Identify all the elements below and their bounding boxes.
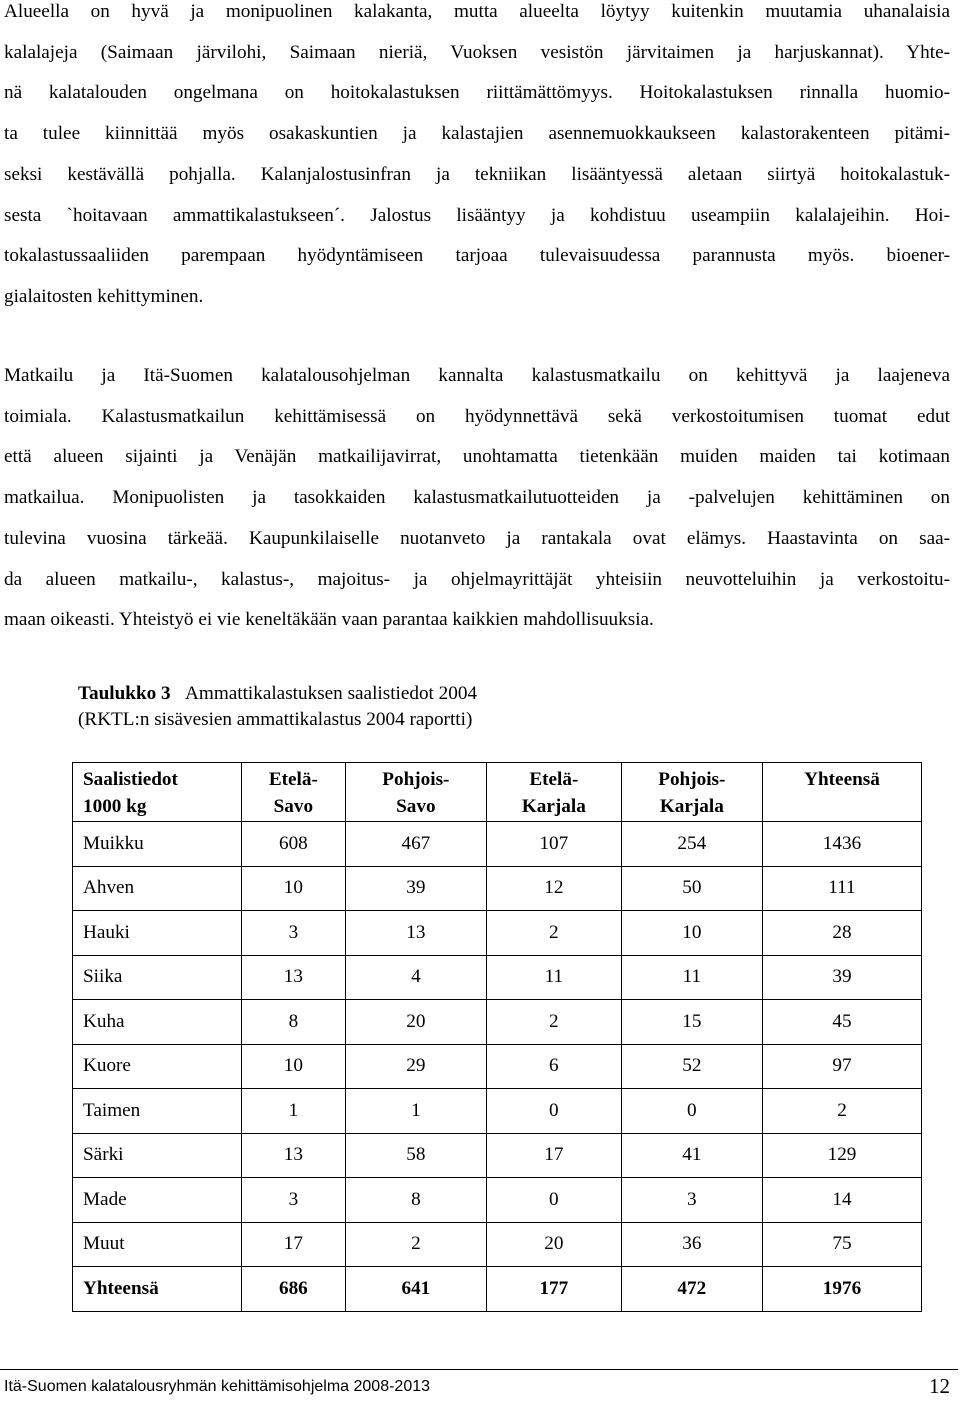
table-row: [73, 1044, 922, 1089]
table-row: [73, 1133, 922, 1178]
value-cell: 50: [621, 866, 762, 911]
caption-title: Ammattikalastuksen saalistiedot 2004: [185, 683, 478, 704]
value-cell: 14: [762, 1178, 921, 1223]
value-cell: 28: [762, 911, 921, 956]
value-cell: 467: [345, 822, 486, 867]
header-cell: Yhteensä: [762, 763, 921, 822]
caption-subtitle: (RKTL:n sisävesien ammattikalastus 2004 raportti): [78, 709, 473, 730]
header-cell: Pohjois- Karjala: [621, 763, 762, 822]
value-cell: 39: [762, 955, 921, 1000]
species-cell: Made: [73, 1178, 242, 1223]
catch-table: [72, 762, 922, 1312]
text-line: sesta `hoitavaan ammattikalastukseen´. Jalostus lisääntyy ja kohdistuu useampiin kalalajeihin. Hoi-: [4, 204, 950, 226]
table-row: [73, 822, 922, 867]
value-cell: 2: [762, 1089, 921, 1134]
table-total-row: [73, 1267, 922, 1312]
header-cell: Etelä- Savo: [242, 763, 346, 822]
table-row: [73, 1178, 922, 1223]
paragraph-fish-stock: [4, 0, 950, 318]
species-cell: Ahven: [73, 866, 242, 911]
value-cell: 2: [345, 1222, 486, 1267]
header-cell: Saalistiedot 1000 kg: [73, 763, 242, 822]
table-row: [73, 866, 922, 911]
table-caption: [78, 681, 477, 733]
text-line: tokalastussaaliiden parempaan hyödyntämiseen tarjoaa tulevaisuudessa parannusta myös. bioener-: [4, 245, 950, 267]
value-cell: 45: [762, 1000, 921, 1045]
value-cell: 641: [345, 1267, 486, 1312]
value-cell: 1436: [762, 822, 921, 867]
value-cell: 8: [345, 1178, 486, 1223]
text-line: toimiala. Kalastusmatkailun kehittämisessä on hyödynnettävä sekä verkostoitumisen tuomat edut: [4, 405, 950, 427]
value-cell: 20: [487, 1222, 622, 1267]
value-cell: 254: [621, 822, 762, 867]
value-cell: 2: [487, 1000, 622, 1045]
text-line: kalalajeja (Saimaan järvilohi, Saimaan nieriä, Vuoksen vesistön järvitaimen ja harjuskannat). Yhte-: [4, 41, 950, 63]
text-line: nä kalatalouden ongelmana on hoitokalastuksen riittämättömyys. Hoitokalastuksen rinnalla huomio-: [4, 82, 950, 104]
value-cell: 13: [345, 911, 486, 956]
value-cell: 8: [242, 1000, 346, 1045]
value-cell: 52: [621, 1044, 762, 1089]
text-line: että alueen sijainti ja Venäjän matkailijavirrat, unohtamatta tietenkään muiden maiden tai kotimaan: [4, 446, 950, 468]
header-cell: Pohjois- Savo: [345, 763, 486, 822]
header-cell: Etelä- Karjala: [487, 763, 622, 822]
value-cell: 20: [345, 1000, 486, 1045]
text-line: ta tulee kiinnittää myös osakaskuntien ja kalastajien asennemuokkaukseen kalastorakenteen pitämi-: [4, 123, 950, 145]
table-row: [73, 1089, 922, 1134]
text-line: gialaitosten kehittyminen.: [4, 285, 204, 307]
table-row: [73, 1222, 922, 1267]
value-cell: 177: [487, 1267, 622, 1312]
caption-label: Taulukko 3: [78, 683, 171, 704]
value-cell: 39: [345, 866, 486, 911]
value-cell: 111: [762, 866, 921, 911]
value-cell: 1976: [762, 1267, 921, 1312]
value-cell: 2: [487, 911, 622, 956]
value-cell: 10: [621, 911, 762, 956]
footer-divider: [0, 1369, 958, 1370]
caption-line: [78, 681, 477, 707]
species-cell: Hauki: [73, 911, 242, 956]
value-cell: 12: [487, 866, 622, 911]
text-line: seksi kestävällä pohjalla. Kalanjalostusinfran ja tekniikan lisääntyessä aletaan siirtyä hoitokalastuk-: [4, 163, 950, 185]
species-cell: Siika: [73, 955, 242, 1000]
value-cell: 6: [487, 1044, 622, 1089]
value-cell: 97: [762, 1044, 921, 1089]
table-row: [73, 1000, 922, 1045]
value-cell: 0: [487, 1089, 622, 1134]
value-cell: 129: [762, 1133, 921, 1178]
value-cell: 13: [242, 1133, 346, 1178]
value-cell: 11: [487, 955, 622, 1000]
table-row: [73, 955, 922, 1000]
text-line: maan oikeasti. Yhteistyö ei vie keneltäkään vaan parantaa kaikkien mahdollisuuksia.: [4, 609, 654, 631]
text-line: Matkailu ja Itä-Suomen kalatalousohjelman kannalta kalastusmatkailu on kehittyvä ja laajeneva: [4, 365, 950, 386]
text-line: matkailua. Monipuolisten ja tasokkaiden kalastusmatkailutuotteiden ja -palvelujen kehittäminen on: [4, 487, 950, 509]
species-cell: Muut: [73, 1222, 242, 1267]
species-cell: Yhteensä: [73, 1267, 242, 1312]
value-cell: 11: [621, 955, 762, 1000]
value-cell: 13: [242, 955, 346, 1000]
text-line: Alueella on hyvä ja monipuolinen kalakanta, mutta alueelta löytyy kuitenkin muutamia uhanalaisia: [4, 1, 950, 22]
text-line: tulevina vuosina tärkeää. Kaupunkilaiselle nuotanveto ja rantakala ovat elämys. Haastavinta on saa-: [4, 527, 950, 549]
value-cell: 36: [621, 1222, 762, 1267]
value-cell: 3: [621, 1178, 762, 1223]
value-cell: 1: [242, 1089, 346, 1134]
value-cell: 0: [621, 1089, 762, 1134]
value-cell: 58: [345, 1133, 486, 1178]
value-cell: 41: [621, 1133, 762, 1178]
value-cell: 107: [487, 822, 622, 867]
value-cell: 3: [242, 911, 346, 956]
page-number: 12: [929, 1374, 950, 1398]
value-cell: 3: [242, 1178, 346, 1223]
species-cell: Särki: [73, 1133, 242, 1178]
table-row: [73, 911, 922, 956]
value-cell: 75: [762, 1222, 921, 1267]
value-cell: 4: [345, 955, 486, 1000]
footer-title: Itä-Suomen kalatalousryhmän kehittämisohjelma 2008-2013: [4, 1378, 431, 1395]
value-cell: 10: [242, 866, 346, 911]
text-line: da alueen matkailu-, kalastus-, majoitus- ja ohjelmayrittäjät yhteisiin neuvotteluihin ja verkostoitu-: [4, 568, 950, 590]
value-cell: 10: [242, 1044, 346, 1089]
species-cell: Kuore: [73, 1044, 242, 1089]
table-header-row: [73, 763, 922, 822]
value-cell: 472: [621, 1267, 762, 1312]
value-cell: 1: [345, 1089, 486, 1134]
value-cell: 17: [487, 1133, 622, 1178]
value-cell: 17: [242, 1222, 346, 1267]
value-cell: 15: [621, 1000, 762, 1045]
value-cell: 29: [345, 1044, 486, 1089]
value-cell: 0: [487, 1178, 622, 1223]
species-cell: Taimen: [73, 1089, 242, 1134]
species-cell: Kuha: [73, 1000, 242, 1045]
value-cell: 608: [242, 822, 346, 867]
species-cell: Muikku: [73, 822, 242, 867]
paragraph-tourism: [4, 356, 950, 641]
value-cell: 686: [242, 1267, 346, 1312]
